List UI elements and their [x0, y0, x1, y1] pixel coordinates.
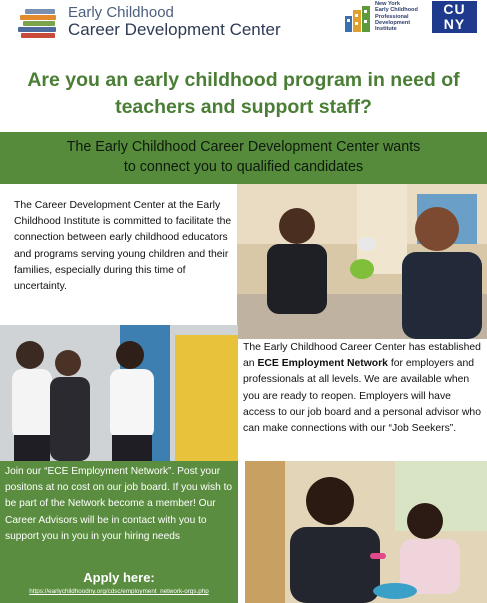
partner-logo-line: Institute	[375, 26, 397, 33]
header	[0, 0, 487, 50]
partner-logo-line: New York	[375, 1, 400, 7]
network-text-after: for employers and professionals at all levels. We are available when you are ready to reopen. Employers will have access to our job board and a personal advisor who can make connections with our “Job Seekers”.	[243, 358, 481, 435]
partner-logo-text	[375, 1, 433, 32]
green-banner	[0, 132, 487, 184]
photo-mother-baby-icon	[245, 461, 487, 603]
partner-logo-line: Early Childhood	[375, 7, 418, 14]
banner-text	[30, 137, 457, 177]
apply-here-heading: Apply here:	[83, 570, 155, 585]
banner-line2: to connect you to qualified candidates	[123, 159, 364, 175]
partner-logo-line: Development	[375, 19, 411, 26]
network-text-before: The Early Childhood Career Center has established an	[243, 342, 481, 370]
logo-title-line2: Career Development Center	[68, 20, 281, 39]
cuny-logo-line2: NY	[443, 16, 466, 32]
join-network-box	[0, 461, 238, 603]
banner-line1: The Early Childhood Career Development Center wants	[66, 139, 421, 155]
cuny-logo-line1: CU	[443, 1, 466, 17]
network-paragraph	[243, 340, 483, 437]
photo-teacher-child-icon	[237, 184, 487, 339]
join-network-text: Join our “ECE Employment Network”. Post your positons at no cost on our job board. If you wish to be part of the Network become a member! Our Career Advisors will be in contact with you to support you in you in your hiring needs	[5, 466, 233, 542]
partner-logo-line: Professional	[375, 13, 409, 20]
logo-title-line1: Early Childhood	[68, 4, 174, 21]
books-logo-icon	[16, 6, 58, 40]
network-name-bold: ECE Employment Network	[257, 358, 388, 370]
cuny-logo	[432, 1, 477, 33]
apply-link[interactable]: https://earlychildhoodny.org/cdsc/employment_network-orgs.php	[29, 588, 209, 595]
page-title: Are you an early childhood program in need of teachers and support staff?	[27, 69, 460, 118]
photo-educators-icon	[0, 325, 238, 461]
ecpdi-logo-icon	[344, 4, 372, 34]
intro-paragraph: The Career Development Center at the Early Childhood Institute is committed to facilitate the connection between early childhood educators and programs serving young children and their families, especially during this time of uncertainty.	[14, 200, 232, 293]
